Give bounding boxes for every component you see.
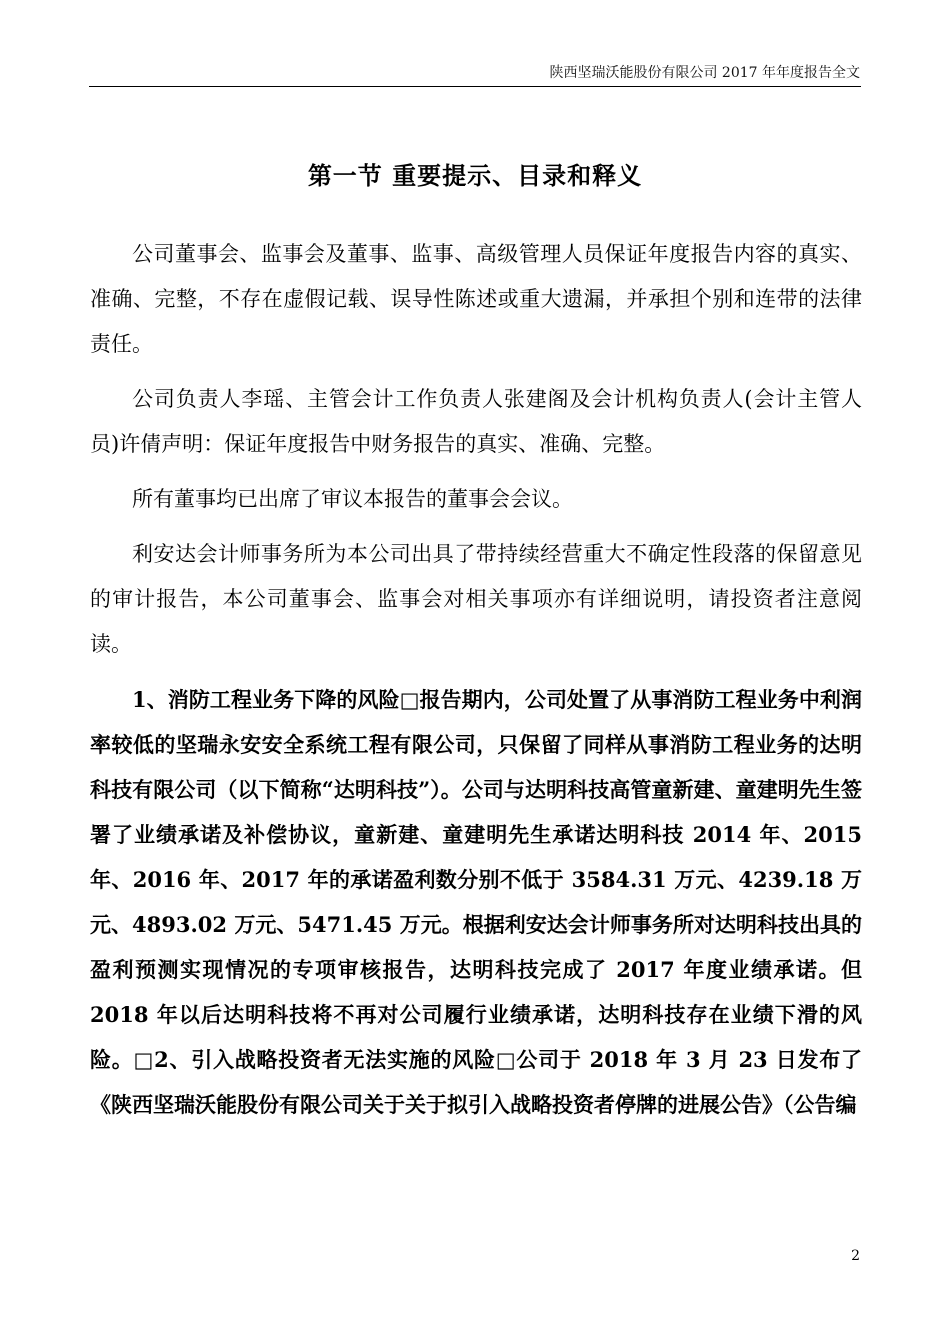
section-title: 第一节 重要提示、目录和释义 (307, 161, 643, 190)
paragraph-board-attendance: 所有董事均已出席了审议本报告的董事会会议。 (132, 487, 573, 511)
paragraph-financial-statement-declaration: 公司负责人李瑶、主管会计工作负责人张建阁及会计机构负责人(会计主管人员)许倩声明：保证年度报告中财务报告的真实、准确、完整。 (90, 387, 862, 456)
header-rule (89, 86, 861, 87)
page-number: 2 (851, 1248, 860, 1264)
paragraph-responsibility: 公司董事会、监事会及董事、监事、高级管理人员保证年度报告内容的真实、准确、完整，不存在虚假记载、误导性陈述或重大遗漏，并承担个别和连带的法律责任。 (90, 242, 862, 356)
running-header: 陕西坚瑞沃能股份有限公司 2017 年年度报告全文 (549, 65, 860, 81)
paragraph-audit-opinion: 利安达会计师事务所为本公司出具了带持续经营重大不确定性段落的保留意见的审计报告，本公司董事会、监事会对相关事项亦有详细说明，请投资者注意阅读。 (90, 542, 862, 656)
paragraph-risk-factors: 1、消防工程业务下降的风险□报告期内，公司处置了从事消防工程业务中利润率较低的坚瑞永安安全系统工程有限公司，只保留了同样从事消防工程业务的达明科技有限公司（以下简称“达明科技”）。公司与达明科技高管童新建、童建明先生签署了业绩承诺及补偿协议，童新建、童建明先生承诺达明科技 2014 年、2015 年、2016 年、2017 年的承诺盈利数分别不低于 3584.31 万元、4239.18 万元、4893.02 万元、5471.45 万元。根据利安达会计师事务所对达明科技出具的盈利预测实现情况的专项审核报告，达明科技完成了 2017 年度业绩承诺。但 2018 年以后达明科技将不再对公司履行业绩承诺，达明科技存在业绩下滑的风险。□2、引入战略投资者无法实施的风险□公司于 2018 年 3 月 23 日发布了《陕西坚瑞沃能股份有限公司关于关于拟引入战略投资者停牌的进展公告》（公告编 (90, 687, 862, 1117)
body-text (90, 232, 862, 1137)
